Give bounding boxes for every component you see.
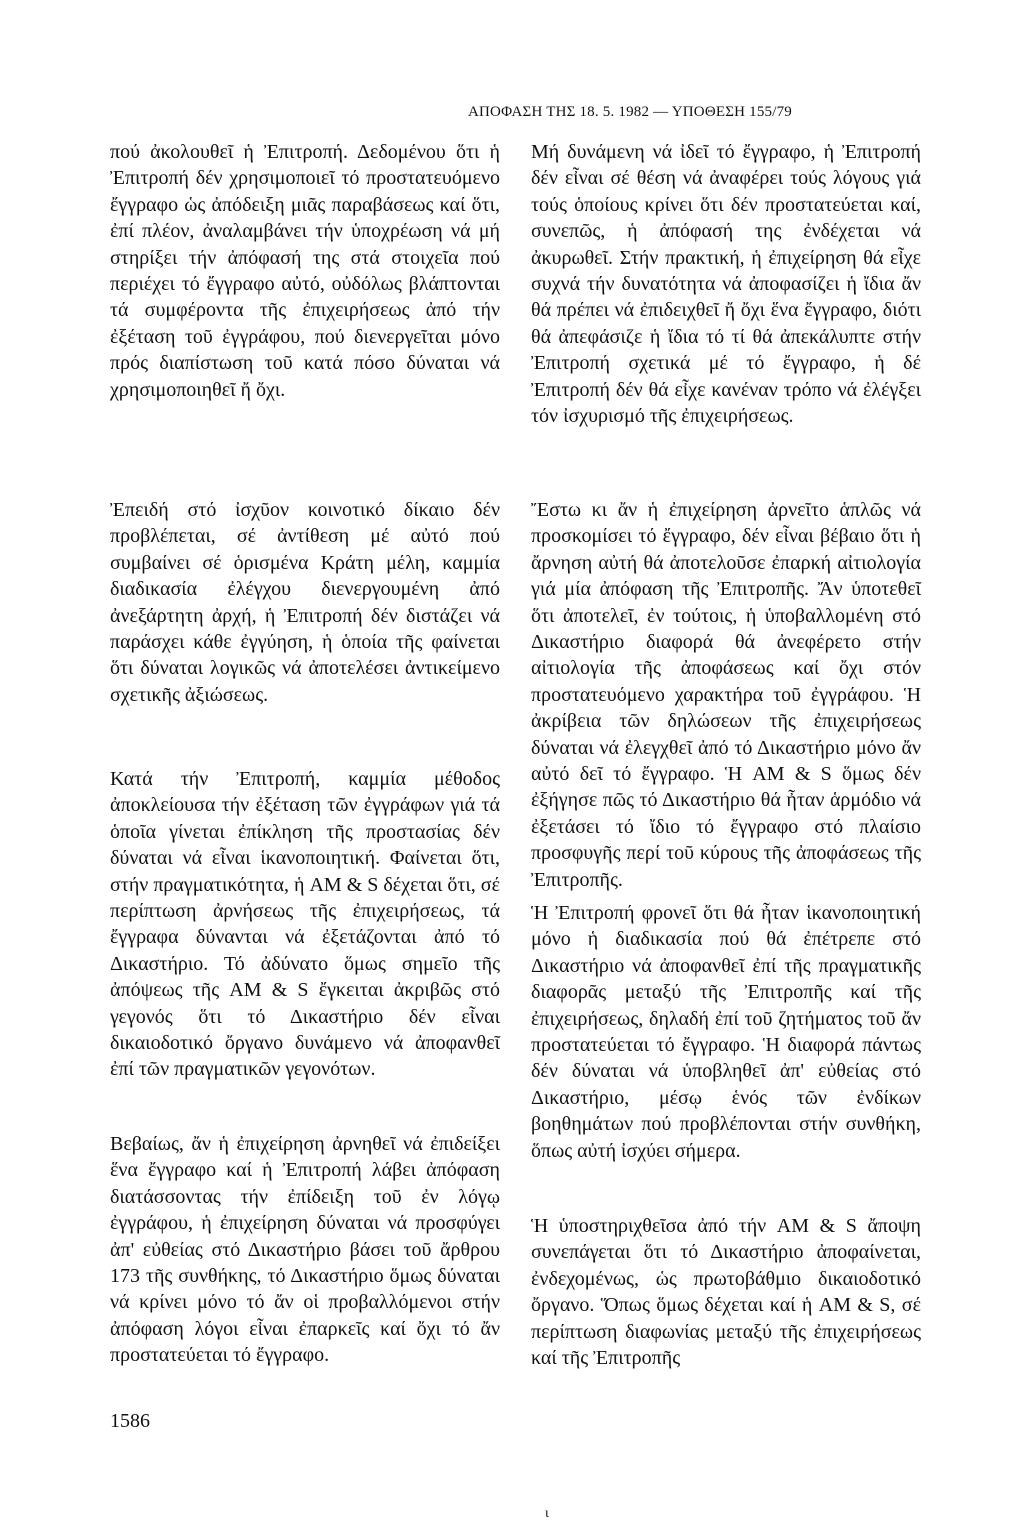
paragraph-text: Ἡ ὑποστηριχθεῖσα ἀπό τήν AM & S ἄποψη συνεπάγεται ὅτι τό Δικαστήριο ἀποφαίνεται, ἐνδεχομένως, ὡς πρωτοβάθμιο δικαιοδοτικό ὄργανο. Ὅπως ὅμως δέχεται καί ἡ AM & S, σέ περίπτωση διαφωνίας μεταξύ τῆς ἐπιχειρήσεως καί τῆς Ἐπιτροπῆς [531, 1215, 921, 1370]
paragraph-text: Ἐπειδή στό ἰσχῦον κοινοτικό δίκαιο δέν προβλέπεται, σέ ἀντίθεση μέ αὐτό πού συμβαίνει σέ ὁρισμένα Κράτη μέλη, καμμία διαδικασία ἐλέγχου διενεργουμένη ἀπό ἀνεξάρτητη ἀρχή, ἡ Ἐπιτροπή δέν διστάζει νά παράσχει κάθε ἐγγύηση, ἡ ὁποία τῆς φαίνεται ὅτι δύναται λογικῶς νά ἀποτελέσει ἀντικείμενο σχετικῆς ἀξιώσεως. [110, 499, 500, 706]
left-paragraph-1 [110, 139, 500, 403]
page-number: 1586 [110, 1410, 150, 1432]
paragraph-text: Βεβαίως, ἄν ἡ ἐπιχείρηση ἀρνηθεῖ νά ἐπιδείξει ἕνα ἔγγραφο καί ἡ Ἐπιτροπή λάβει ἀπόφαση διατάσσοντας τήν ἐπίδειξη τοῦ ἐν λόγῳ ἐγγράφου, ἡ ἐπιχείρηση δύναται νά προσφύγει ἀπ' εὐθείας στό Δικαστήριο βάσει τοῦ ἄρθρου 173 τῆς συνθήκης, τό Δικαστήριο ὅμως δύναται νά κρίνει μόνο τό ἄν οἱ προβαλλόμενοι στήν ἀπόφαση λόγοι εἶναι ἐπαρκεῖς καί ὄχι τό ἄν προστατεύεται τό ἔγγραφο. [110, 1133, 500, 1367]
paragraph-text: Ἡ Ἐπιτροπή φρονεῖ ὅτι θά ἦταν ἱκανοποιητική μόνο ἡ διαδικασία πού θά ἐπέτρεπε στό Δικαστήριο νά ἀποφανθεῖ ἐπί τῆς πραγματικῆς διαφορᾶς μεταξύ τῆς Ἐπιτροπῆς καί τῆς ἐπιχειρήσεως, δηλαδή ἐπί τοῦ ζητήματος τοῦ ἄν προστατεύεται τό ἔγγραφο. Ἡ διαφορά πάντως δέν δύναται νά ὑποβληθεῖ ἀπ' εὐθείας στό Δικαστήριο, μέσῳ ἑνός τῶν ἐνδίκων βοηθημάτων πού προβλέπονται στήν συνθήκη, ὅπως αὐτή ἰσχύει σήμερα. [531, 902, 921, 1162]
paragraph-text: Κατά τήν Ἐπιτροπή, καμμία μέθοδος ἀποκλείουσα τήν ἐξέταση τῶν ἐγγράφων γιά τά ὁποῖα γίνεται ἐπίκληση τῆς προστασίας δέν δύναται νά εἶναι ἱκανοποιητική. Φαίνεται ὅτι, στήν πραγματικότητα, ἡ AM & S δέχεται ὅτι, σέ περίπτωση ἀρνήσεως τῆς ἐπιχειρήσεως, τά ἔγγραφα δύνανται νά ἐξετάζονται ἀπό τό Δικαστήριο. Τό ἀδύνατο ὅμως σημεῖο τῆς ἀπόψεως τῆς AM & S ἔγκειται ἀκριβῶς στό γεγονός ὅτι τό Δικαστήριο δέν εἶναι δικαιοδοτικό ὄργανο δυνάμενο νά ἀποφανθεῖ ἐπί τῶν πραγματικῶν γεγονότων. [110, 768, 500, 1081]
paragraph-text: Μή δυνάμενη νά ἰδεῖ τό ἔγγραφο, ἡ Ἐπιτροπή δέν εἶναι σέ θέση νά ἀναφέρει τούς λόγους γιά τούς ὁποίους κρίνει ὅτι δέν προστατεύεται καί, συνεπῶς, ἡ ἀπόφασή της ἐνδέχεται νά ἀκυρωθεῖ. Στήν πρακτική, ἡ ἐπιχείρηση θά εἶχε συχνά τήν δυνατότητα νά ἀποφασίζει ἡ ἴδια ἄν θά πρέπει νά ἐπιδειχθεῖ ἤ ὄχι ἕνα ἔγγραφο, διότι θά ἀπεφάσιζε ἡ ἴδια τό τί θά ἀπεκάλυπτε στήν Ἐπιτροπή σχετικά μέ τό ἔγγραφο, ἡ δέ Ἐπιτροπή δέν θά εἶχε κανέναν τρόπο νά ἐλέγξει τόν ἰσχυρισμό τῆς ἐπιχειρήσεως. [531, 141, 921, 428]
paragraph-text: Ἔστω κι ἄν ἡ ἐπιχείρηση ἀρνεῖτο ἁπλῶς νά προσκομίσει τό ἔγγραφο, δέν εἶναι βέβαιο ὅτι ἡ ἄρνηση αὐτή θά ἀποτελοῦσε ἐπαρκή αἰτιολογία γιά μία ἀπόφαση τῆς Ἐπιτροπῆς. Ἄν ὑποτεθεῖ ὅτι ἀποτελεῖ, ἐν τούτοις, ἡ ὑποβαλλομένη στό Δικαστήριο διαφορά θά ἀνεφέρετο στήν αἰτιολογία τῆς ἀποφάσεως καί ὄχι στόν προστατευόμενο χαρακτήρα τοῦ ἐγγράφου. Ἡ ἀκρίβεια τῶν δηλώσεων τῆς ἐπιχειρήσεως δύναται νά ἐλεγχθεῖ ἀπό τό Δικαστήριο μόνο ἄν αὐτό δεῖ τό ἔγγραφο. Ἡ AM & S ὅμως δέν ἐξήγησε πῶς τό Δικαστήριο θά ἦταν ἁρμόδιο νά ἐξετάσει τό ἴδιο τό ἔγγραφο στό πλαίσιο προσφυγῆς περί τοῦ κύρους τῆς ἀποφάσεως τῆς Ἐπιτροπῆς. [531, 499, 921, 891]
running-head: ΑΠΟΦΑΣΗ ΤΗΣ 18. 5. 1982 — ΥΠΟΘΕΣΗ 155/79 [467, 104, 792, 120]
right-paragraph-4 [531, 1213, 921, 1371]
paragraph-text: πού ἀκολουθεῖ ἡ Ἐπιτροπή. Δεδομένου ὅτι ἡ Ἐπιτροπή δέν χρησιμοποιεῖ τό προστατευόμενο ἔγγραφο ὡς ἀπόδειξη μιᾶς παραβάσεως καί ὅτι, ἐπί πλέον, ἀναλαμβάνει τήν ὑποχρέωση νά μή στηρίξει τήν ἀπόφασή της στά στοιχεῖα πού περιέχει τό ἔγγραφο αὐτό, οὐδόλως βλάπτονται τά συμφέροντα τῆς ἐπιχειρήσεως ἀπό τήν ἐξέταση τοῦ ἐγγράφου, πού διενεργεῖται μόνο πρός διαπίστωση τοῦ κατά πόσο δύναται νά χρησιμοποιηθεῖ ἤ ὄχι. [110, 141, 500, 401]
right-paragraph-2 [531, 497, 921, 893]
right-paragraph-1 [531, 139, 921, 429]
left-paragraph-3 [110, 766, 500, 1083]
left-paragraph-2 [110, 497, 500, 708]
left-paragraph-4 [110, 1131, 500, 1369]
right-paragraph-3 [531, 900, 921, 1164]
stray-mark: ι [545, 1506, 549, 1521]
